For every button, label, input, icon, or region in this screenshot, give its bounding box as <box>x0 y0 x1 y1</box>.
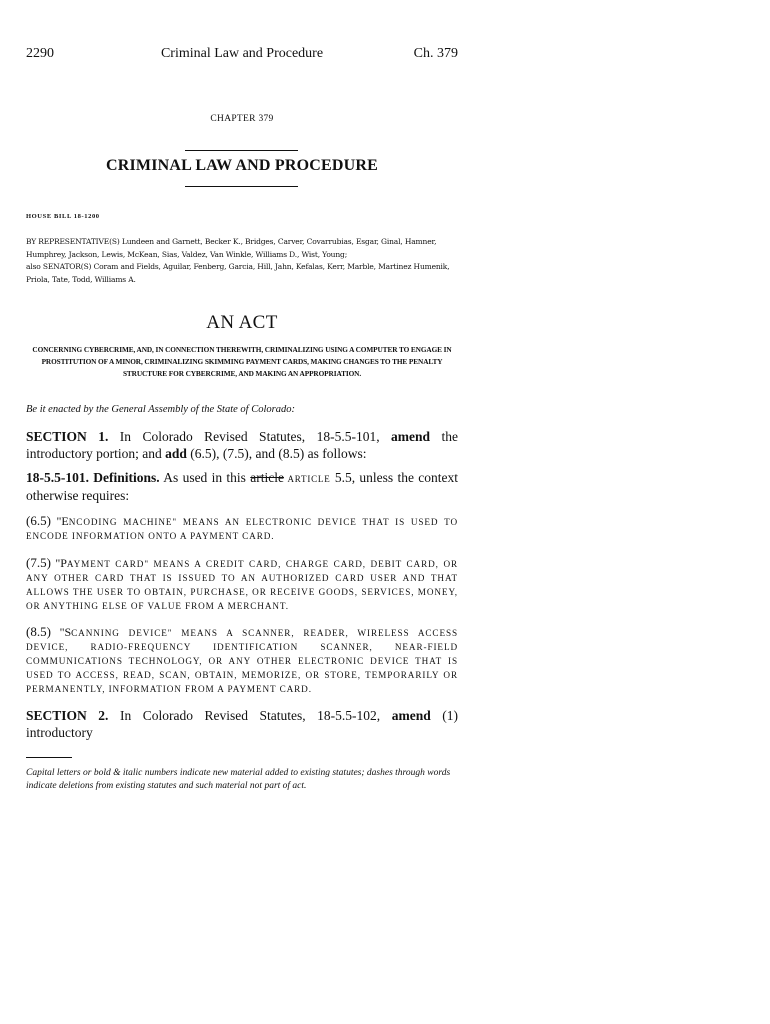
definitions-paragraph <box>26 470 458 504</box>
section-2-text: (1) introductory <box>26 708 458 740</box>
inserted-word: ARTICLE <box>283 474 331 484</box>
chapter-number: CHAPTER 379 <box>210 114 274 124</box>
section-1-label: SECTION 1. <box>26 429 109 444</box>
deleted-word: article <box>250 470 284 485</box>
footnote: Capital letters or bold & italic numbers indicate new material added to existing statutes; dashes through words indicate deletions from existing statutes and such material not part of act. <box>26 768 451 791</box>
definition-number: (8.5) <box>26 624 51 639</box>
title-rule-top <box>185 150 298 151</box>
definition-number: (7.5) <box>26 555 51 570</box>
chapter-title: CRIMINAL LAW AND PROCEDURE <box>105 157 379 174</box>
definition-scanning-device <box>26 625 458 696</box>
definition-initial: "E <box>50 514 69 528</box>
sponsor-representatives: BY REPRESENTATIVE(S) Lundeen and Garnett, Becker K., Bridges, Carver, Covarrubias, Esgar, Ginal, Hamner, Humphrey, Jackson, Lewis, McKean, Sias, Valdez, Van Winkle, Williams D., Wist, Young; <box>26 237 437 259</box>
act-title: CONCERNING CYBERCRIME, AND, IN CONNECTION THEREWITH, CRIMINALIZING USING A COMPUTER TO ENGAGE IN PROSTITUTION OF A MINOR, CRIMINALIZING SKIMMING PAYMENT CARDS, MAKING CHANGES TO THE PENALTY STRUCTURE FOR CYBERCRIME, AND MAKING AN APPROPRIATION. <box>32 345 452 378</box>
section-1-paragraph <box>26 429 458 462</box>
enacting-clause: Be it enacted by the General Assembly of the State of Colorado: <box>26 404 295 415</box>
section-2-text: In Colorado Revised Statutes, 18-5.5-102, <box>108 708 392 723</box>
section-1-add: add <box>165 445 187 461</box>
page-number: 2290 <box>26 46 54 61</box>
footnote-rule <box>26 757 72 758</box>
definition-payment-card <box>26 556 458 613</box>
sponsor-senators: also SENATOR(S) Coram and Fields, Aguilar, Fenberg, Garcia, Hill, Jahn, Kefalas, Kerr, Marble, Martinez Humenik, Priola, Tate, Todd, Williams A. <box>26 262 450 284</box>
definition-text: CANNING DEVICE" MEANS A SCANNER, READER, WIRELESS ACCESS DEVICE, RADIO-FREQUENCY IDENTIFICATION SCANNER, NEAR-FIELD COMMUNICATIONS TECHNOLOGY, OR ANY OTHER ELECTRONIC DEVICE THAT IS USED TO ACCESS, READ, SCAN, OBTAIN, MEMORIZE, OR STORE, TEMPORARILY OR PERMANENTLY, INFORMATION FROM A PAYMENT CARD. <box>26 628 458 694</box>
section-2-amend: amend <box>391 708 431 723</box>
section-2-paragraph <box>26 708 458 741</box>
definition-text: AYMENT CARD" MEANS A CREDIT CARD, CHARGE CARD, DEBIT CARD, OR ANY OTHER CARD THAT IS ISSUED TO AN AUTHORIZED CARD USER AND THAT ALLOWS THE USER TO OBTAIN, PURCHASE, OR RECEIVE GOODS, SERVICES, MONEY, OR ANYTHING ELSE OF VALUE FROM A MERCHANT. <box>26 559 459 611</box>
definition-text: NCODING MACHINE" MEANS AN ELECTRONIC DEVICE THAT IS USED TO ENCODE INFORMATION ONTO A PAYMENT CARD. <box>26 517 458 541</box>
definitions-heading: 18-5.5-101. Definitions. <box>26 470 160 485</box>
definitions-text: 5.5, unless the context otherwise requires: <box>26 470 458 503</box>
definition-encoding-machine <box>26 514 458 543</box>
section-1-text: In Colorado Revised Statutes, 18-5.5-101, <box>108 429 392 444</box>
definition-initial: "S <box>50 625 72 639</box>
section-1-text: (6.5), (7.5), and (8.5) as follows: <box>186 445 367 461</box>
section-2-label: SECTION 2. <box>26 708 109 723</box>
chapter-reference: Ch. 379 <box>413 46 458 61</box>
definition-initial: "P <box>50 556 67 570</box>
bill-number: HOUSE BILL 18-1200 <box>26 213 100 220</box>
section-1-text: the introductory portion; and <box>26 429 458 461</box>
definitions-text: As used in this <box>159 470 251 485</box>
title-rule-bottom <box>185 186 298 187</box>
section-1-amend: amend <box>391 429 431 444</box>
definition-number: (6.5) <box>26 513 51 528</box>
act-heading: AN ACT <box>206 312 278 333</box>
running-title: Criminal Law and Procedure <box>160 46 324 61</box>
